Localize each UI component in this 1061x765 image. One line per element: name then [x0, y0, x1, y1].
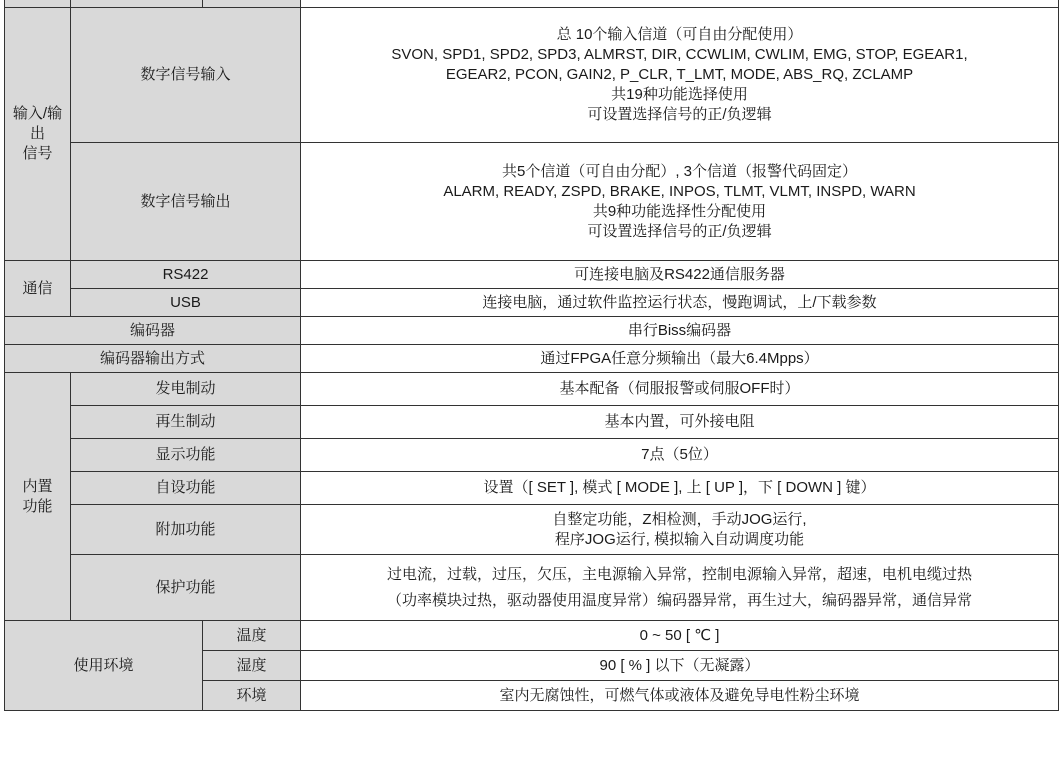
value-humidity: 90 [ % ] 以下（无凝露） — [301, 651, 1059, 681]
table-row-self-setting — [5, 472, 1059, 505]
label-usb: USB — [71, 289, 301, 317]
table-row-top-partial — [5, 0, 1059, 8]
category-builtin-line-1: 内置 — [22, 477, 53, 495]
label-digital-output: 数字信号输出 — [71, 143, 301, 261]
value-line: 共19种功能选择使用 — [611, 86, 748, 103]
value-environment: 室内无腐蚀性，可燃气体或液体及避免导电性粉尘环境 — [301, 681, 1059, 711]
label-additional: 附加功能 — [71, 505, 301, 555]
cell-empty — [301, 0, 1059, 8]
label-temperature: 温度 — [203, 621, 301, 651]
value-line: 可设置选择信号的正/负逻辑 — [587, 106, 772, 123]
category-io-line-2: 信号 — [22, 145, 53, 162]
value-dynamic-brake: 基本配备（伺服报警或伺服OFF时） — [301, 373, 1059, 406]
category-comm: 通信 — [5, 261, 71, 317]
table-row-digital-input — [5, 8, 1059, 143]
table-row-digital-output — [5, 143, 1059, 261]
table-row-dynamic-brake — [5, 373, 1059, 406]
label-digital-input: 数字信号输入 — [71, 8, 301, 143]
value-rs422: 可连接电脑及RS422通信服务器 — [301, 261, 1059, 289]
value-display: 7点（5位） — [301, 439, 1059, 472]
label-environment: 环境 — [203, 681, 301, 711]
label-rs422: RS422 — [71, 261, 301, 289]
value-line: 程序JOG运行, 模拟输入自动调度功能 — [554, 530, 805, 548]
table-row-rs422 — [5, 261, 1059, 289]
value-usb: 连接电脑，通过软件监控运行状态，慢跑调试，上/下载参数 — [301, 289, 1059, 317]
value-line: 共9种功能选择性分配使用 — [592, 202, 767, 220]
value-line: EGEAR2, PCON, GAIN2, P_CLR, T_LMT, MODE, ABS_RQ, ZCLAMP — [445, 66, 914, 83]
cell-empty — [5, 0, 71, 8]
value-line: 可设置选择信号的正/负逻辑 — [587, 222, 772, 240]
label-display: 显示功能 — [71, 439, 301, 472]
label-regen-brake: 再生制动 — [71, 406, 301, 439]
value-self-setting: 设置（[ SET ], 模式 [ MODE ], 上 [ UP ]，下 [ DOWN ] 键） — [301, 472, 1059, 505]
value-line: ALARM, READY, ZSPD, BRAKE, INPOS, TLMT, VLMT, INSPD, WARN — [443, 182, 916, 200]
category-env: 使用环境 — [5, 621, 203, 711]
label-protection: 保护功能 — [71, 555, 301, 621]
table-row-protection — [5, 555, 1059, 621]
value-encoder: 串行Biss编码器 — [301, 317, 1059, 345]
value-regen-brake: 基本内置，可外接电阻 — [301, 406, 1059, 439]
value-line: （功率模块过热，驱动器使用温度异常）编码器异常，再生过大，编码器异常，通信异常 — [386, 591, 972, 609]
value-additional — [301, 505, 1059, 555]
value-line: 自整定功能，Z相检测，手动JOG运行, — [552, 510, 807, 528]
cell-empty — [203, 0, 301, 8]
value-line: 过电流，过载，过压，欠压，主电源输入异常，控制电源输入异常，超速，电机电缆过热 — [386, 565, 972, 583]
table-row-temperature — [5, 621, 1059, 651]
cell-empty — [71, 0, 203, 8]
table-row-display — [5, 439, 1059, 472]
label-encoder: 编码器 — [5, 317, 301, 345]
table-row-encoder — [5, 317, 1059, 345]
category-builtin-line-2: 功能 — [22, 497, 53, 515]
table-row-regen-brake — [5, 406, 1059, 439]
table-row-usb — [5, 289, 1059, 317]
table-row-additional — [5, 505, 1059, 555]
value-digital-output — [301, 143, 1059, 261]
label-humidity: 湿度 — [203, 651, 301, 681]
value-temperature: 0 ~ 50 [ ℃ ] — [301, 621, 1059, 651]
label-self-setting: 自设功能 — [71, 472, 301, 505]
value-line: 共5个信道（可自由分配）, 3个信道（报警代码固定） — [501, 162, 858, 180]
value-encoder-output: 通过FPGA任意分频输出（最大6.4Mpps） — [301, 345, 1059, 373]
category-io-line-1: 输入/输出 — [12, 105, 63, 142]
category-builtin — [5, 373, 71, 621]
label-encoder-output: 编码器输出方式 — [5, 345, 301, 373]
value-line: SVON, SPD1, SPD2, SPD3, ALMRST, DIR, CCWLIM, CWLIM, EMG, STOP, EGEAR1, — [391, 46, 968, 63]
value-protection — [301, 555, 1059, 621]
spec-table — [4, 0, 1059, 711]
value-digital-input — [301, 8, 1059, 143]
table-row-encoder-output — [5, 345, 1059, 373]
category-io — [5, 8, 71, 261]
value-line: 总 10个输入信道（可自由分配使用） — [556, 26, 803, 43]
label-dynamic-brake: 发电制动 — [71, 373, 301, 406]
